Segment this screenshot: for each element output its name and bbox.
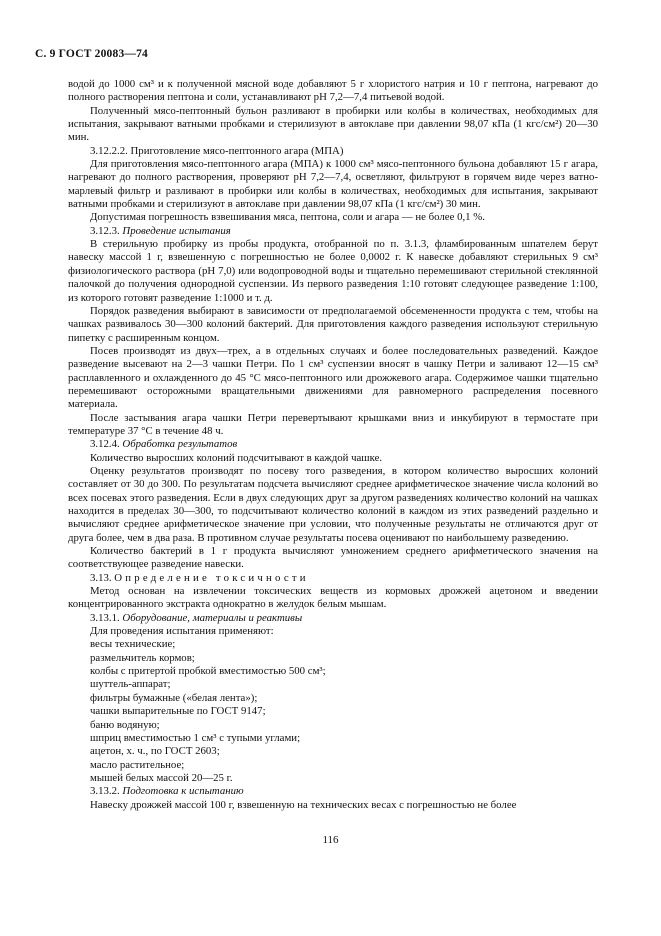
section-heading: [68, 612, 598, 625]
section-title: Подготовка к испытанию: [122, 785, 244, 798]
paragraph: водой до 1000 см³ и к полученной мясной воде добавляют 5 г хлористого натрия и 10 г пептона, нагревают до полного растворения пептона и соли, устанавливают pH 7,2—7,4 питьевой водой.: [68, 78, 598, 104]
paragraph: Допустимая погрешность взвешивания мяса, пептона, соли и агара — не более 0,1 %.: [90, 211, 485, 224]
section-title: Приготовление мясо-пептонного агара (МПА): [130, 144, 344, 157]
document-body: [68, 78, 598, 812]
page-header: С. 9 ГОСТ 20083—74: [35, 48, 148, 60]
section-number: 3.13.: [90, 571, 115, 584]
list-item: масло растительное;: [90, 758, 185, 771]
list-item: баню водяную;: [90, 718, 160, 731]
paragraph: Порядок разведения выбирают в зависимости от предполагаемой обсемененности продукта с тем, чтобы на чашках развивалось 30—300 колоний бактерий. Для приготовления каждого разведения используют стерильную пипетку с расширенным концом.: [68, 304, 598, 344]
list-item: Для проведения испытания применяют:: [90, 625, 274, 638]
section-title: Обработка результатов: [122, 438, 238, 451]
paragraph: Метод основан на извлечении токсических веществ из кормовых дрожжей ацетоном и введении концентрированного экстракта однократно в желудок белым мышам.: [68, 585, 598, 611]
section-title: Определение токсичности: [114, 571, 309, 584]
section-heading: [68, 785, 598, 798]
paragraph: Для приготовления мясо-пептонного агара (МПА) к 1000 см³ мясо-пептонного бульона добавляют 15 г агара, нагревают до полного растворения, проверяют pH 7,2—7,4, осветляют, фильтруют в горячем виде через ватно-марлевый фильтр и разливают в пробирки или колбы в количествах, необходимых для испытания, закрывают ватными пробками и стерилизуют в автоклаве при давлении 98,07 кПа (1 кгс/см²) 30 мин.: [68, 158, 598, 211]
paragraph: Навеску дрожжей массой 100 г, взвешенную на технических весах с погрешностью не более: [90, 798, 517, 811]
paragraph: Оценку результатов производят по посеву того разведения, в котором количество выросших колоний составляет от 30 до 300. По результатам подсчета вычисляют среднее арифметическое значение числа колоний во всех посевах этого разведения. Если в двух следующих друг за другом разведениях количество колоний на чашках находится в пределах 30—300, то подсчитывают количество колоний в каждом из этих разведений раздельно и вычисляют среднее арифметическое значение при условии, что полученные результаты не отличаются друг от друга более, чем в два раза. В противном случае результаты посева оценивают по наибольшему разведению.: [68, 464, 598, 544]
section-heading: [68, 572, 598, 585]
list-item: чашки выпарительные по ГОСТ 9147;: [90, 705, 266, 718]
page-number: 116: [322, 834, 339, 846]
paragraph: Полученный мясо-пептонный бульон разливают в пробирки или колбы в количествах, необходимых для испытания, закрывают ватными пробками и стерилизуют в автоклаве при давлении 98,07 кПа (1 кгс/см²) 20—30 мин.: [68, 104, 598, 144]
paragraph: В стерильную пробирку из пробы продукта, отобранной по п. 3.1.3, фламбированным шпателем берут навеску массой 1 г, взвешенную с погрешностью не более 0,0002 г. К навеске добавляют стерильных 9 см³ физиологического раствора (pH 7,0) или водопроводной воды и тщательно перемешивают стерильной стеклянной палочкой до получения однородной суспензии. Из первого разведения 1:10 готовят следующее разведение 1:100, из которого готовят разведение 1:1000 и т. д.: [68, 238, 598, 304]
list-item: фильтры бумажные («белая лента»);: [90, 691, 258, 704]
section-number: 3.12.2.2.: [90, 144, 131, 157]
section-number: 3.13.2.: [90, 785, 123, 798]
list-item: размельчитель кормов;: [90, 651, 195, 664]
paragraph: Посев производят из двух—трех, а в отдельных случаях и более последовательных разведений. Каждое разведение высевают на 2—3 чашки Петри. По 1 см³ суспензии вносят в чашку Петри и заливают 12—15 см³ расплавленного и охлажденного до 45 °С мясо-пептонного или дрожжевого агара. Содержимое чашки тщательно перемешивают осторожными вращательными движениями для равномерного распределения посевного материала.: [68, 344, 598, 411]
list-item: весы технические;: [90, 638, 176, 651]
paragraph: Количество бактерий в 1 г продукта вычисляют умножением среднего арифметического значения на соответствующее разведение навески.: [68, 545, 598, 571]
section-number: 3.12.4.: [90, 438, 123, 451]
section-heading: [68, 225, 598, 238]
list-item: шприц вместимостью 1 см³ с тупыми углами;: [90, 731, 301, 744]
section-number: 3.12.3.: [90, 224, 123, 237]
section-heading: [68, 145, 598, 158]
list-item: ацетон, х. ч., по ГОСТ 2603;: [90, 745, 220, 758]
paragraph: Количество выросших колоний подсчитывают в каждой чашке.: [90, 451, 383, 464]
list-item: колбы с притертой пробкой вместимостью 500 см³;: [90, 665, 326, 678]
section-title: Оборудование, материалы и реактивы: [122, 611, 303, 624]
list-item: шуттель-аппарат;: [90, 678, 171, 691]
section-number: 3.13.1.: [90, 611, 123, 624]
section-title: Проведение испытания: [122, 224, 231, 237]
list-item: мышей белых массой 20—25 г.: [90, 771, 233, 784]
section-heading: [68, 438, 598, 451]
paragraph: После застывания агара чашки Петри перевертывают крышками вниз и инкубируют в термостате при температуре 37 °С в течение 48 ч.: [68, 411, 598, 437]
